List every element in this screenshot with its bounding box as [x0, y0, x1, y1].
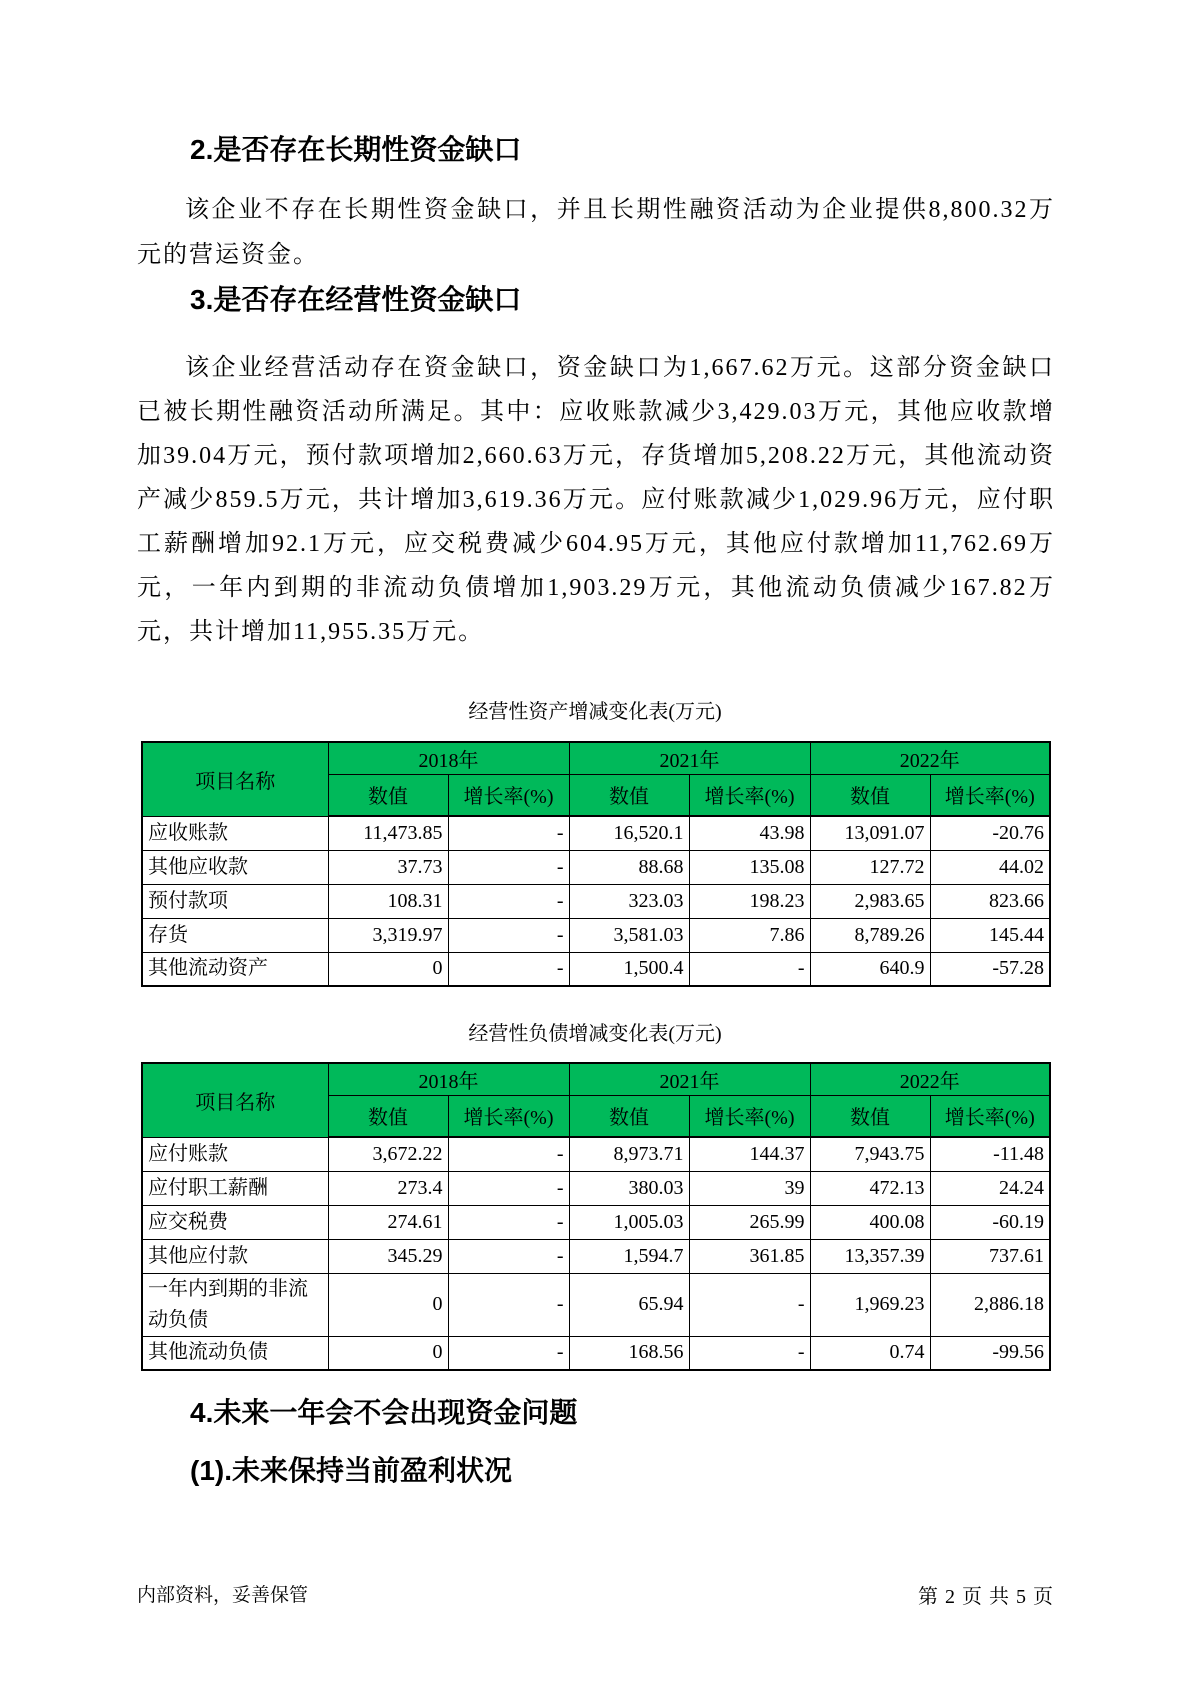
item-name-cell: 应付职工薪酬	[142, 1171, 328, 1205]
column-header-item-name: 项目名称	[142, 742, 328, 816]
column-header-growth-rate: 增长率(%)	[930, 1095, 1050, 1137]
item-name-cell: 应交税费	[142, 1205, 328, 1239]
value-cell: 0	[328, 1273, 448, 1336]
column-header-value: 数值	[569, 774, 689, 816]
value-cell: 265.99	[689, 1205, 810, 1239]
table-row	[142, 918, 1050, 952]
value-cell: -	[689, 1273, 810, 1336]
financial-table	[141, 1062, 1051, 1371]
value-cell: 274.61	[328, 1205, 448, 1239]
table-row	[142, 884, 1050, 918]
value-cell: -	[448, 850, 569, 884]
value-cell: 472.13	[810, 1171, 930, 1205]
section-heading-operating-gap: 3.是否存在经营性资金缺口	[190, 284, 522, 315]
column-header-growth-rate: 增长率(%)	[689, 774, 810, 816]
value-cell: -20.76	[930, 816, 1050, 850]
value-cell: -	[448, 1171, 569, 1205]
column-header-year: 2021年	[569, 1063, 810, 1095]
value-cell: 400.08	[810, 1205, 930, 1239]
value-cell: 640.9	[810, 952, 930, 986]
column-header-value: 数值	[810, 1095, 930, 1137]
table-row	[142, 1273, 1050, 1336]
value-cell: 273.4	[328, 1171, 448, 1205]
column-header-year: 2022年	[810, 742, 1050, 774]
value-cell: 0	[328, 952, 448, 986]
column-header-growth-rate: 增长率(%)	[689, 1095, 810, 1137]
value-cell: -	[689, 952, 810, 986]
value-cell: 0.74	[810, 1336, 930, 1370]
table-row	[142, 1137, 1050, 1171]
value-cell: 145.44	[930, 918, 1050, 952]
paragraph-operating-gap: 该企业经营活动存在资金缺口，资金缺口为1,667.62万元。这部分资金缺口已被长期性融资活动所满足。其中：应收账款减少3,429.03万元，其他应收款增加39.04万元，预付款项增加2,660.63万元，存货增加5,208.22万元，其他流动资产减少859.5万元，共计增加3,619.36万元。应付账款减少1,029.96万元，应付职工薪酬增加92.1万元，应交税费减少604.95万元，其他应付款增加11,762.69万元，一年内到期的非流动负债增加1,903.29万元，其他流动负债减少167.82万元，共计增加11,955.35万元。	[137, 355, 1055, 645]
value-cell: 198.23	[689, 884, 810, 918]
value-cell: -	[448, 1239, 569, 1273]
section-heading-future-profit: (1).未来保持当前盈利状况	[190, 1455, 513, 1486]
value-cell: 127.72	[810, 850, 930, 884]
item-name-cell: 应付账款	[142, 1137, 328, 1171]
value-cell: -99.56	[930, 1336, 1050, 1370]
table-row	[142, 816, 1050, 850]
value-cell: 823.66	[930, 884, 1050, 918]
column-header-growth-rate: 增长率(%)	[448, 1095, 569, 1137]
value-cell: 8,973.71	[569, 1137, 689, 1171]
table-row	[142, 850, 1050, 884]
table-row	[142, 1239, 1050, 1273]
value-cell: 380.03	[569, 1171, 689, 1205]
column-header-year: 2018年	[328, 1063, 569, 1095]
column-header-year: 2018年	[328, 742, 569, 774]
financial-table	[141, 741, 1051, 987]
table-title-operating-liabilities: 经营性负债增减变化表(万元)	[468, 1023, 722, 1045]
value-cell: 1,969.23	[810, 1273, 930, 1336]
value-cell: -	[448, 1205, 569, 1239]
column-header-value: 数值	[810, 774, 930, 816]
value-cell: 24.24	[930, 1171, 1050, 1205]
value-cell: 144.37	[689, 1137, 810, 1171]
section-heading-long-term-gap: 2.是否存在长期性资金缺口	[190, 134, 522, 165]
value-cell: 3,672.22	[328, 1137, 448, 1171]
item-name-cell: 应收账款	[142, 816, 328, 850]
section-heading-future-funding: 4.未来一年会不会出现资金问题	[190, 1397, 578, 1428]
item-name-cell: 预付款项	[142, 884, 328, 918]
footer-confidential-note: 内部资料，妥善保管	[137, 1585, 309, 1606]
paragraph-long-term-gap: 该企业不存在长期性资金缺口，并且长期性融资活动为企业提供8,800.32万元的营运资金。	[137, 197, 1055, 268]
value-cell: 3,319.97	[328, 918, 448, 952]
column-header-value: 数值	[328, 774, 448, 816]
column-header-year: 2021年	[569, 742, 810, 774]
item-name-cell: 其他流动负债	[142, 1336, 328, 1370]
value-cell: 88.68	[569, 850, 689, 884]
operating-assets-table	[141, 741, 1049, 987]
value-cell: 39	[689, 1171, 810, 1205]
value-cell: 7.86	[689, 918, 810, 952]
value-cell: 16,520.1	[569, 816, 689, 850]
value-cell: -11.48	[930, 1137, 1050, 1171]
footer-page-number: 第 2 页 共 5 页	[918, 1586, 1054, 1608]
value-cell: -60.19	[930, 1205, 1050, 1239]
item-name-cell: 一年内到期的非流动负债	[142, 1273, 328, 1336]
value-cell: -	[448, 816, 569, 850]
table-row	[142, 1336, 1050, 1370]
value-cell: -	[689, 1336, 810, 1370]
operating-liabilities-table	[141, 1062, 1049, 1371]
value-cell: 361.85	[689, 1239, 810, 1273]
value-cell: 3,581.03	[569, 918, 689, 952]
value-cell: 0	[328, 1336, 448, 1370]
value-cell: -57.28	[930, 952, 1050, 986]
value-cell: 168.56	[569, 1336, 689, 1370]
value-cell: 7,943.75	[810, 1137, 930, 1171]
column-header-item-name: 项目名称	[142, 1063, 328, 1137]
value-cell: 108.31	[328, 884, 448, 918]
value-cell: 8,789.26	[810, 918, 930, 952]
value-cell: 1,500.4	[569, 952, 689, 986]
item-name-cell: 其他应收款	[142, 850, 328, 884]
value-cell: 44.02	[930, 850, 1050, 884]
value-cell: -	[448, 884, 569, 918]
value-cell: 737.61	[930, 1239, 1050, 1273]
table-row	[142, 952, 1050, 986]
value-cell: 13,357.39	[810, 1239, 930, 1273]
item-name-cell: 其他流动资产	[142, 952, 328, 986]
value-cell: 1,005.03	[569, 1205, 689, 1239]
value-cell: 1,594.7	[569, 1239, 689, 1273]
item-name-cell: 存货	[142, 918, 328, 952]
value-cell: 11,473.85	[328, 816, 448, 850]
value-cell: -	[448, 918, 569, 952]
column-header-value: 数值	[569, 1095, 689, 1137]
value-cell: 37.73	[328, 850, 448, 884]
column-header-growth-rate: 增长率(%)	[448, 774, 569, 816]
value-cell: 345.29	[328, 1239, 448, 1273]
value-cell: -	[448, 1336, 569, 1370]
value-cell: 65.94	[569, 1273, 689, 1336]
table-row	[142, 1205, 1050, 1239]
value-cell: -	[448, 952, 569, 986]
column-header-growth-rate: 增长率(%)	[930, 774, 1050, 816]
table-row	[142, 1171, 1050, 1205]
value-cell: 323.03	[569, 884, 689, 918]
value-cell: 2,983.65	[810, 884, 930, 918]
column-header-year: 2022年	[810, 1063, 1050, 1095]
column-header-value: 数值	[328, 1095, 448, 1137]
table-title-operating-assets: 经营性资产增减变化表(万元)	[468, 701, 722, 723]
value-cell: -	[448, 1137, 569, 1171]
value-cell: -	[448, 1273, 569, 1336]
value-cell: 43.98	[689, 816, 810, 850]
value-cell: 2,886.18	[930, 1273, 1050, 1336]
value-cell: 135.08	[689, 850, 810, 884]
item-name-cell: 其他应付款	[142, 1239, 328, 1273]
value-cell: 13,091.07	[810, 816, 930, 850]
